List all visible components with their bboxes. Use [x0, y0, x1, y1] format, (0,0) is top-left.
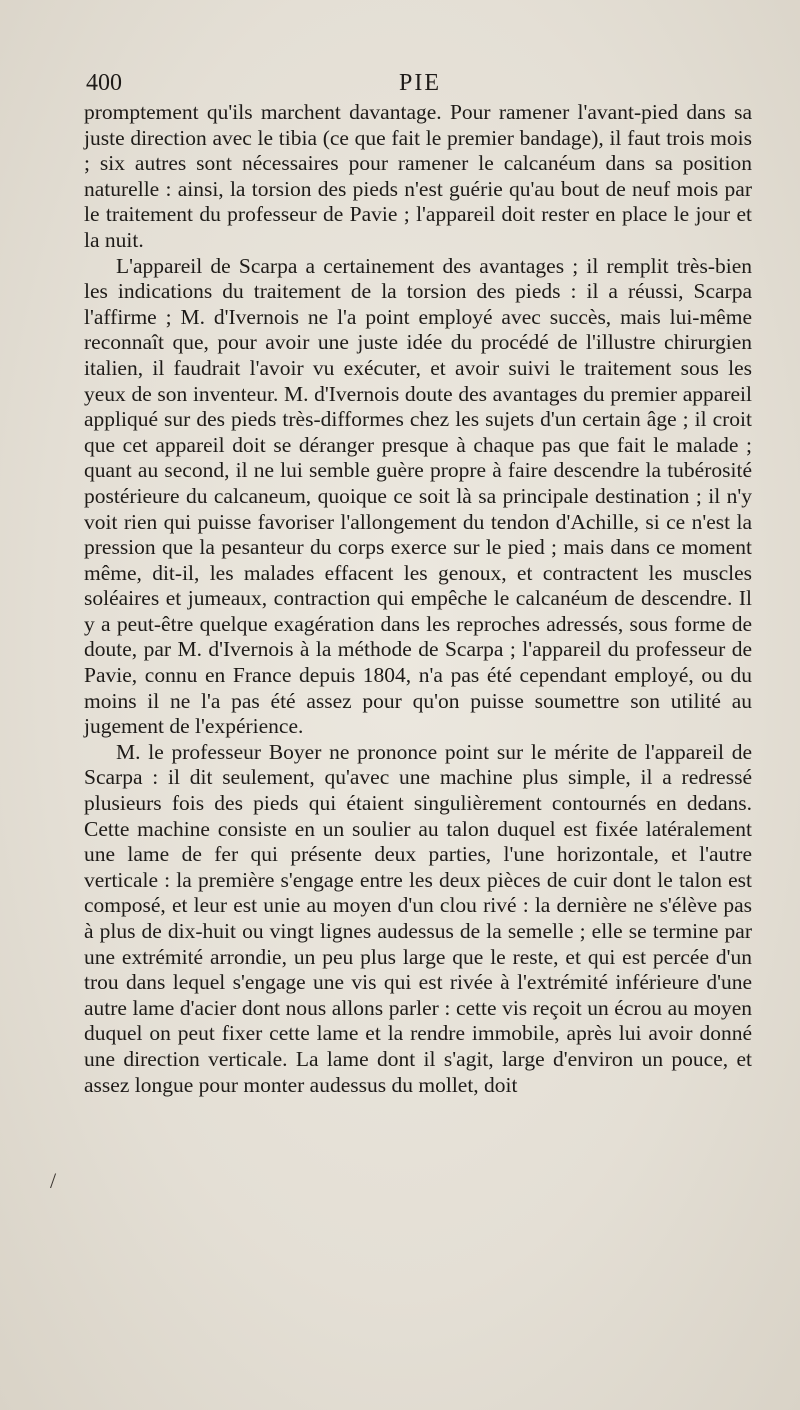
margin-annotation: /: [50, 1168, 57, 1193]
paragraph-boyer-machine: M. le professeur Boyer ne prononce point sur le mérite de l'appareil de Scarpa : il dit seulement, qu'avec une machine plus simple, il a redressé plusieurs fois des pieds qui étaient singulièrement contournés en dedans. Cette machine consiste en un soulier au talon duquel est fixée latéralement une lame de fer qui présente deux parties, l'une horizontale, et l'autre verticale : la première s'engage entre les deux pièces de cuir dont le talon est composé, et leur est unie au moyen d'un clou rivé : la dernière ne s'élève pas à plus de dix-huit ou vingt lignes audessus de la semelle ; elle se termine par une extrémité arrondie, un peu plus large que le reste, et qui est percée d'un trou dans lequel s'engage une vis qui est rivée à l'extrémité inférieure d'une autre lame d'acier dont nous allons parler : cette vis reçoit un écrou au moyen duquel on peut fixer cette lame et la rendre immobile, après lui avoir donné une direction verticale. La lame dont il s'agit, large d'environ un pouce, et assez longue pour monter audessus du mollet, doit: [84, 739, 752, 1097]
body-text: [84, 100, 752, 1098]
page-header: [86, 68, 754, 98]
running-head: PIE: [399, 70, 441, 96]
paragraph-scarpa-apparatus: L'appareil de Scarpa a certainement des avantages ; il remplit très-bien les indications du traitement de la torsion des pieds : il a réussi, Scarpa l'affirme ; M. d'Ivernois ne l'a point employé avec succès, mais lui-même reconnaît que, pour avoir une juste idée du procédé de l'illustre chirurgien italien, il faudrait l'avoir vu exécuter, et avoir suivi le traitement sous les yeux de son inventeur. M. d'Ivernois doute des avantages du premier appareil appliqué sur des pieds très-difformes chez les sujets d'un certain âge ; il croit que cet appareil doit se déranger presque à chaque pas que fait le malade ; quant au second, il ne lui semble guère propre à faire descendre la tubérosité postérieure du calcaneum, quoique ce soit là sa principale destination ; il n'y voit rien qui puisse favoriser l'allongement du tendon d'Achille, si ce n'est la pression que la pesanteur du corps exerce sur le pied ; mais dans ce moment même, dit-il, les malades effacent les genoux, et contractent les muscles soléaires et jumeaux, contraction qui empêche le calcanéum de descendre. Il y a peut-être quelque exagération dans les reproches adressés, sous forme de doute, par M. d'Ivernois à la méthode de Scarpa ; l'appareil du professeur de Pavie, connu en France depuis 1804, n'a pas été cependant employé, ou du moins il ne l'a pas été assez pour qu'on puisse soumettre son utilité au jugement de l'expérience.: [84, 253, 752, 739]
paragraph-continuation: promptement qu'ils marchent davantage. Pour ramener l'avant-pied dans sa juste direction avec le tibia (ce que fait le premier bandage), il faut trois mois ; six autres sont nécessaires pour ramener le calcanéum dans sa position naturelle : ainsi, la torsion des pieds n'est guérie qu'au bout de neuf mois par le traitement du professeur de Pavie ; l'appareil doit rester en place le jour et la nuit.: [84, 100, 752, 252]
page-number: 400: [86, 70, 122, 96]
